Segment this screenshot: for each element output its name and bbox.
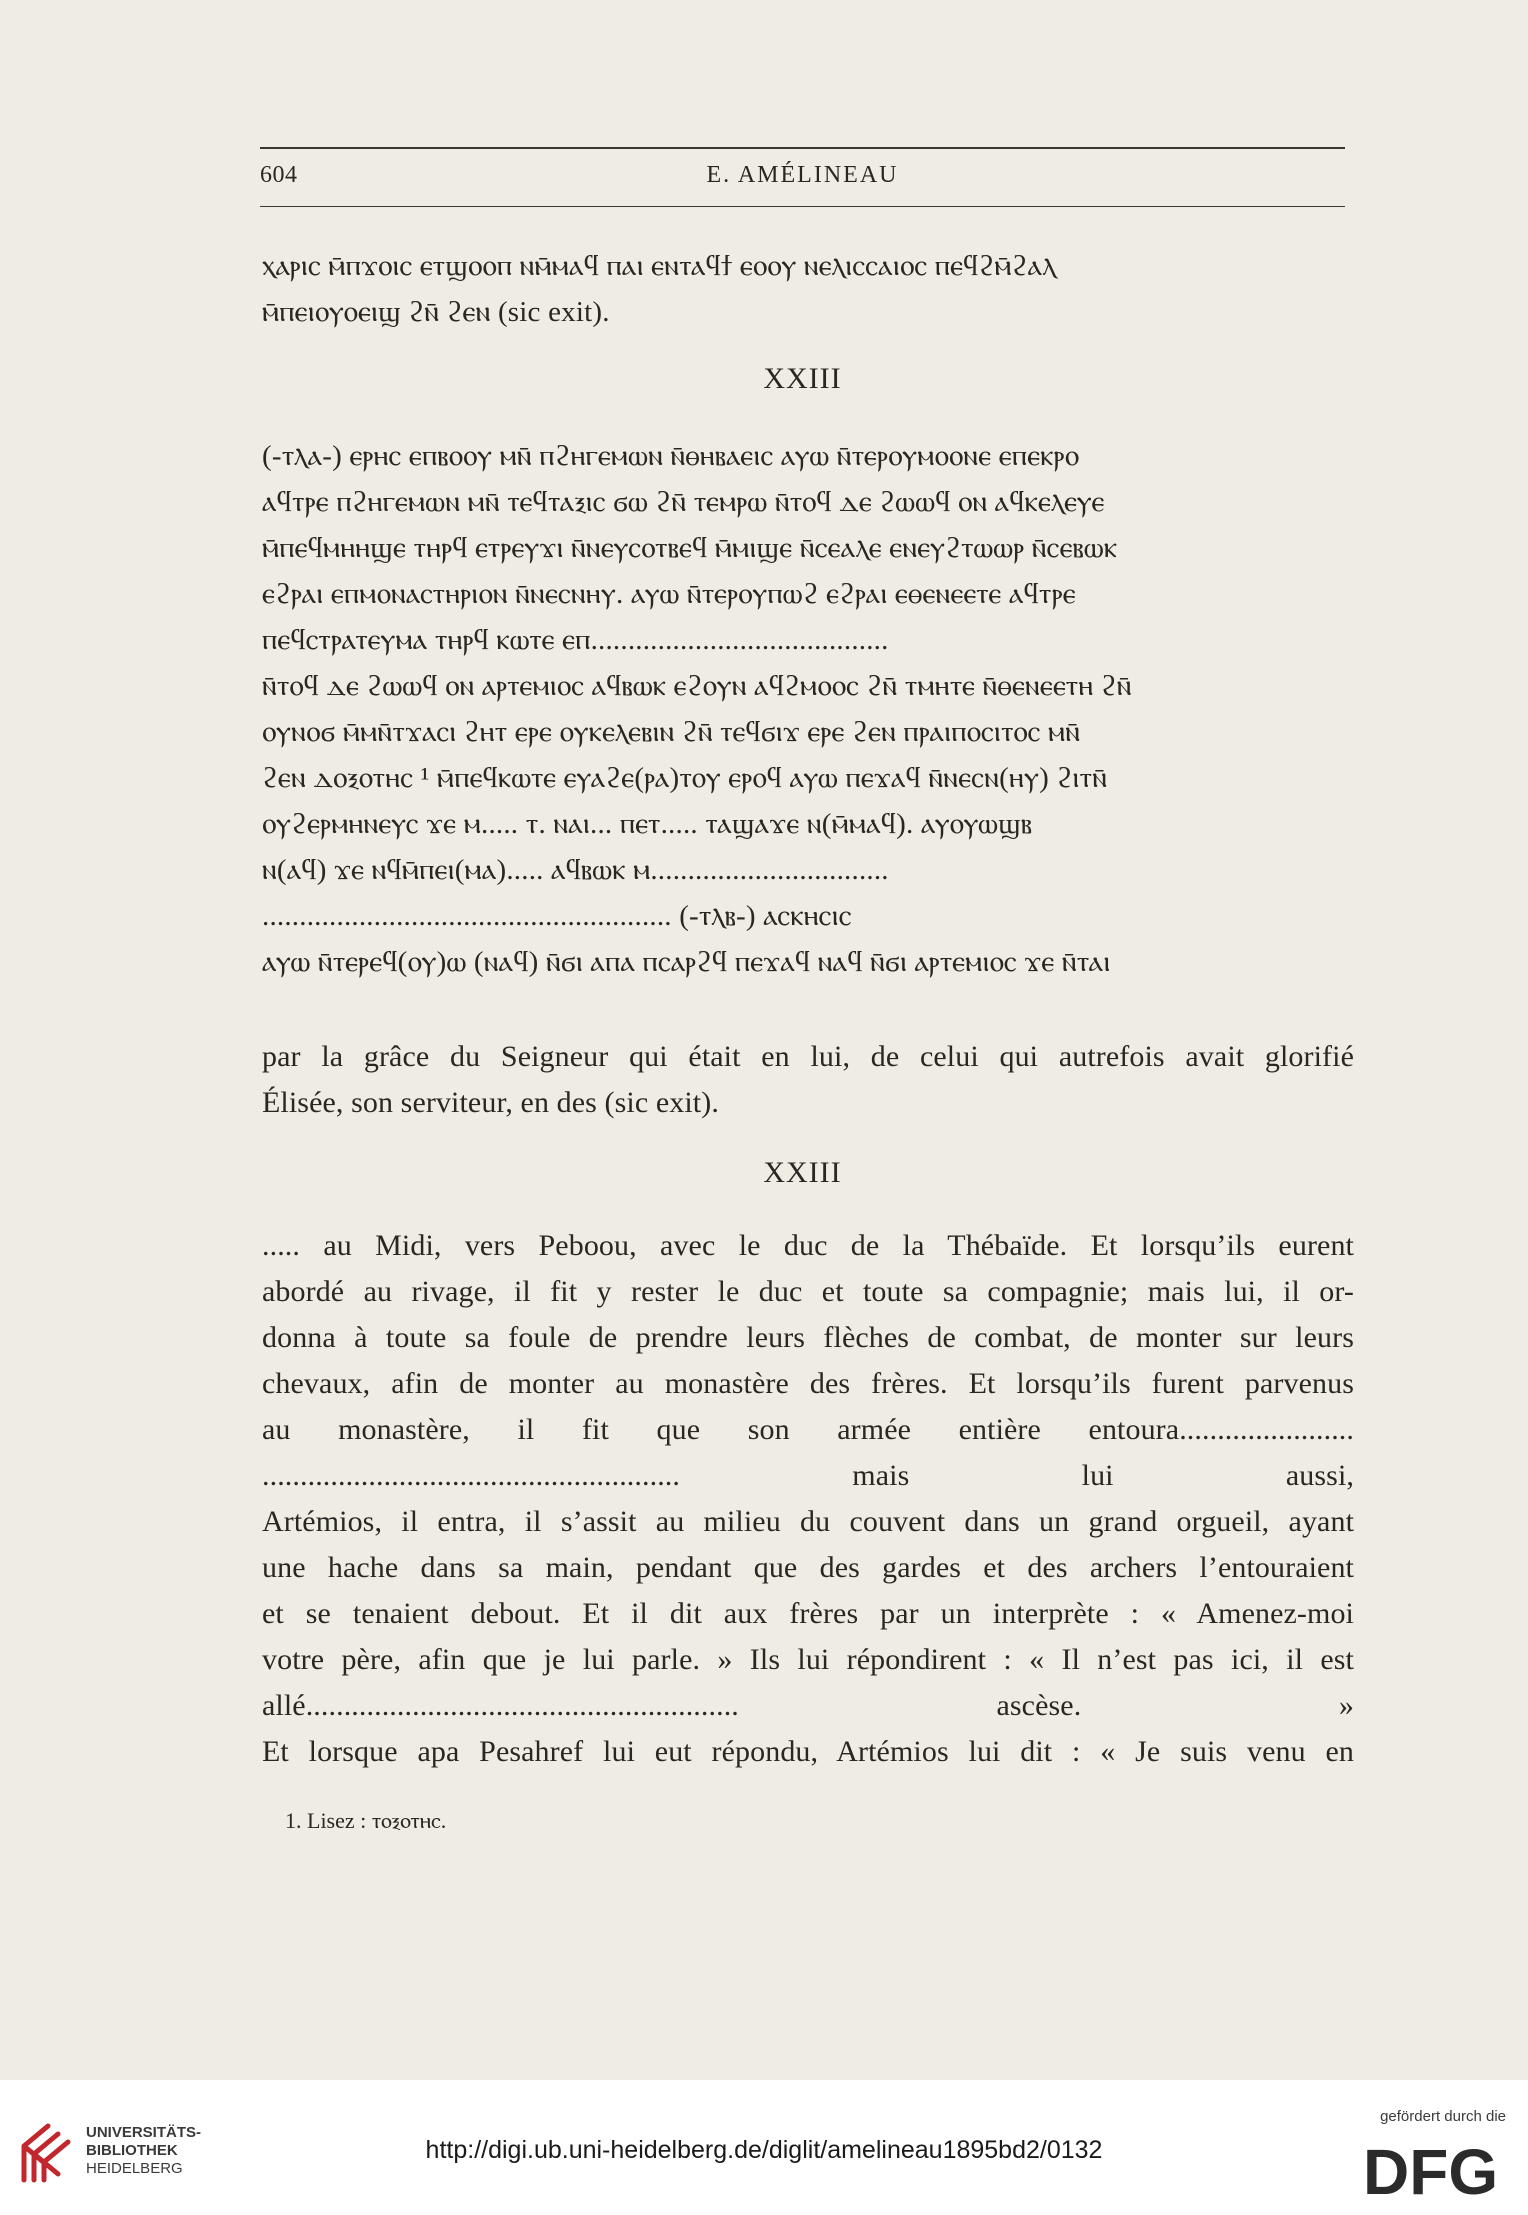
text-line: abordé au rivage, il fit y rester le duc et toute sa compagnie; mais lui, il or- [262,1275,1354,1308]
text-line: allé......................................................... ascèse. » [262,1689,1354,1722]
french-text [262,1223,1354,1775]
text-line: au monastère, il fit que son armée entière entoura....................... [262,1413,1354,1446]
text-line: votre père, afin que je lui parle. » Ils lui répondirent : « Il n’est pas ici, il est [262,1643,1354,1676]
text-line: ⲛ(ⲁϥ) ϫⲉ ⲛϥⲙ̄ⲡⲉⲓ(ⲙⲁ)..... ⲁϥⲃⲱⲕ ⲙ................................ [262,854,889,886]
text-line: ⲁϥⲧⲣⲉ ⲡϩⲏⲅⲉⲙⲱⲛ ⲙⲛ̄ ⲧⲉϥⲧⲁⲝⲓⲥ ϭⲱ ϩⲛ̄ ⲧⲉⲙⲣⲱ ⲛ̄ⲧⲟϥ ⲇⲉ ϩⲱⲱϥ ⲟⲛ ⲁϥⲕⲉⲗⲉⲩⲉ [262,486,1105,518]
text-line: ⲁⲩⲱ ⲛ̄ⲧⲉⲣⲉϥ(ⲟⲩ)ⲱ (ⲛⲁϥ) ⲛ̄ϭⲓ ⲁⲡⲁ ⲡⲥⲁⲣϩϥ ⲡⲉϫⲁϥ ⲛⲁϥ ⲛ̄ϭⲓ ⲁⲣⲧⲉⲙⲓⲟⲥ ϫⲉ ⲛ̄ⲧⲁⲓ [262,946,1111,978]
text-line: et se tenaient debout. Et il dit aux frères par un interprète : « Amenez-moi [262,1597,1354,1630]
header-rule-bottom [260,206,1345,207]
header-rule-top [260,147,1345,149]
text-line: par la grâce du Seigneur qui était en lui, de celui qui autrefois avait glorifié [262,1040,1354,1073]
page-number: 604 [260,162,298,188]
running-title: E. AMÉLINEAU [706,162,899,188]
text-line: ⲡⲉϥⲥⲧⲣⲁⲧⲉⲩⲙⲁ ⲧⲏⲣϥ ⲕⲱⲧⲉ ⲉⲡ........................................ [262,624,889,656]
dfg-logo-icon [1361,2138,1506,2200]
coptic-intro [262,243,1354,335]
text-line: ⲭⲁⲣⲓⲥ ⲙ̄ⲡϫⲟⲓⲥ ⲉⲧϣⲟⲟⲡ ⲛⲙ̄ⲙⲁϥ ⲡⲁⲓ ⲉⲛⲧⲁϥϯ ⲉⲟⲟⲩ ⲛⲉⲗⲓⲥⲥⲁⲓⲟⲥ ⲡⲉϥϩⲙ̄ϩⲁⲗ [262,250,1057,282]
text-line: ⲛ̄ⲧⲟϥ ⲇⲉ ϩⲱⲱϥ ⲟⲛ ⲁⲣⲧⲉⲙⲓⲟⲥ ⲁϥⲃⲱⲕ ⲉϩⲟⲩⲛ ⲁϥϩⲙⲟⲟⲥ ϩⲛ̄ ⲧⲙⲏⲧⲉ ⲛ̄ⲑⲉⲛⲉⲉⲧⲏ ϩⲛ̄ [262,670,1132,702]
dfg-logo-text: DFG [1363,2138,1499,2200]
digitization-footer [0,2080,1528,2215]
text-line: une hache dans sa main, pendant que des gardes et des archers l’entouraient [262,1551,1354,1584]
text-line: ⲙ̄ⲡⲉϥⲙⲏⲏϣⲉ ⲧⲏⲣϥ ⲉⲧⲣⲉⲩϫⲓ ⲛ̄ⲛⲉⲩⲥⲟⲧⲃⲉϥ ⲙ̄ⲙⲓϣⲉ ⲛ̄ⲥⲉⲁⲗⲉ ⲉⲛⲉⲩϩⲧⲱⲱⲣ ⲛ̄ⲥⲉⲃⲱⲕ [262,532,1118,564]
text-line: chevaux, afin de monter au monastère des frères. Et lorsqu’ils furent parvenus [262,1367,1354,1400]
library-name-line: BIBLIOTHEK [86,2142,178,2159]
source-url-link[interactable]: http://digi.ub.uni-heidelberg.de/diglit/amelineau1895bd2/0132 [425,2136,1103,2164]
text-line: ....................................................... (-ⲧⲗⲃ-) ⲁⲥⲕⲏⲥⲓⲥ [262,900,852,932]
text-line: donna à toute sa foule de prendre leurs flèches de combat, de monter sur leurs [262,1321,1354,1354]
library-name-line: HEIDELBERG [86,2160,183,2177]
funding-caption: gefördert durch die [1380,2108,1506,2125]
text-line: ⲟⲩϩⲉⲣⲙⲏⲛⲉⲩⲥ ϫⲉ ⲙ..... ⲧ. ⲛⲁⲓ... ⲡⲉⲧ..... ⲧⲁϣⲁϫⲉ ⲛ(ⲙ̄ⲙⲁϥ). ⲁⲩⲟⲩⲱϣⲃ [262,808,1033,840]
french-intro [262,1034,1354,1126]
text-line: Et lorsque apa Pesahref lui eut répondu, Artémios lui dit : « Je suis venu en [262,1735,1354,1768]
section-heading: XXIII [763,1156,842,1189]
section-heading: XXIII [763,362,842,395]
text-line: ⲙ̄ⲡⲉⲓⲟⲩⲟⲉⲓϣ ϩⲛ̄ ϩⲉⲛ (sic exit). [262,296,610,328]
text-line: ϩⲉⲛ ⲇⲟⲝⲟⲧⲏⲥ ¹ ⲙ̄ⲡⲉϥⲕⲱⲧⲉ ⲉⲩⲁϩⲉ(ⲣⲁ)ⲧⲟⲩ ⲉⲣⲟϥ ⲁⲩⲱ ⲡⲉϫⲁϥ ⲛ̄ⲛⲉⲥⲛ(ⲏⲩ) ϩⲓⲧⲛ̄ [262,762,1108,794]
text-line: ..... au Midi, vers Peboou, avec le duc de la Thébaïde. Et lorsqu’ils eurent [262,1229,1354,1262]
footnote: 1. Lisez : ⲧⲟⲝⲟⲧⲏⲥ. [285,1808,447,1833]
page-header [260,162,1345,198]
text-line: ⲉϩⲣⲁⲓ ⲉⲡⲙⲟⲛⲁⲥⲧⲏⲣⲓⲟⲛ ⲛ̄ⲛⲉⲥⲛⲏⲩ. ⲁⲩⲱ ⲛ̄ⲧⲉⲣⲟⲩⲡⲱϩ ⲉϩⲣⲁⲓ ⲉⲑⲉⲛⲉⲉⲧⲉ ⲁϥⲧⲣⲉ [262,578,1076,610]
text-line: ....................................................... mais lui aussi, [262,1459,1354,1492]
text-line: Élisée, son serviteur, en des (sic exit). [262,1086,719,1119]
coptic-text [262,433,1354,985]
library-name-line: UNIVERSITÄTS- [86,2124,202,2141]
text-line: ⲟⲩⲛⲟϭ ⲙ̄ⲙⲛ̄ⲧϫⲁⲥⲓ ϩⲏⲧ ⲉⲣⲉ ⲟⲩⲕⲉⲗⲉⲃⲓⲛ ϩⲛ̄ ⲧⲉϥϭⲓϫ ⲉⲣⲉ ϩⲉⲛ ⲡⲣⲁⲓⲡⲟⲥⲓⲧⲟⲥ ⲙⲛ̄ [262,716,1081,748]
text-line: (-ⲧⲗⲁ-) ⲉⲣⲏⲥ ⲉⲡⲃⲟⲟⲩ ⲙⲛ̄ ⲡϩⲏⲅⲉⲙⲱⲛ ⲛ̄ⲑⲏⲃⲁⲉⲓⲥ ⲁⲩⲱ ⲛ̄ⲧⲉⲣⲟⲩⲙⲟⲟⲛⲉ ⲉⲡⲉⲕⲣⲟ [262,440,1080,472]
text-line: Artémios, il entra, il s’assit au milieu du couvent dans un grand orgueil, ayant [262,1505,1354,1538]
